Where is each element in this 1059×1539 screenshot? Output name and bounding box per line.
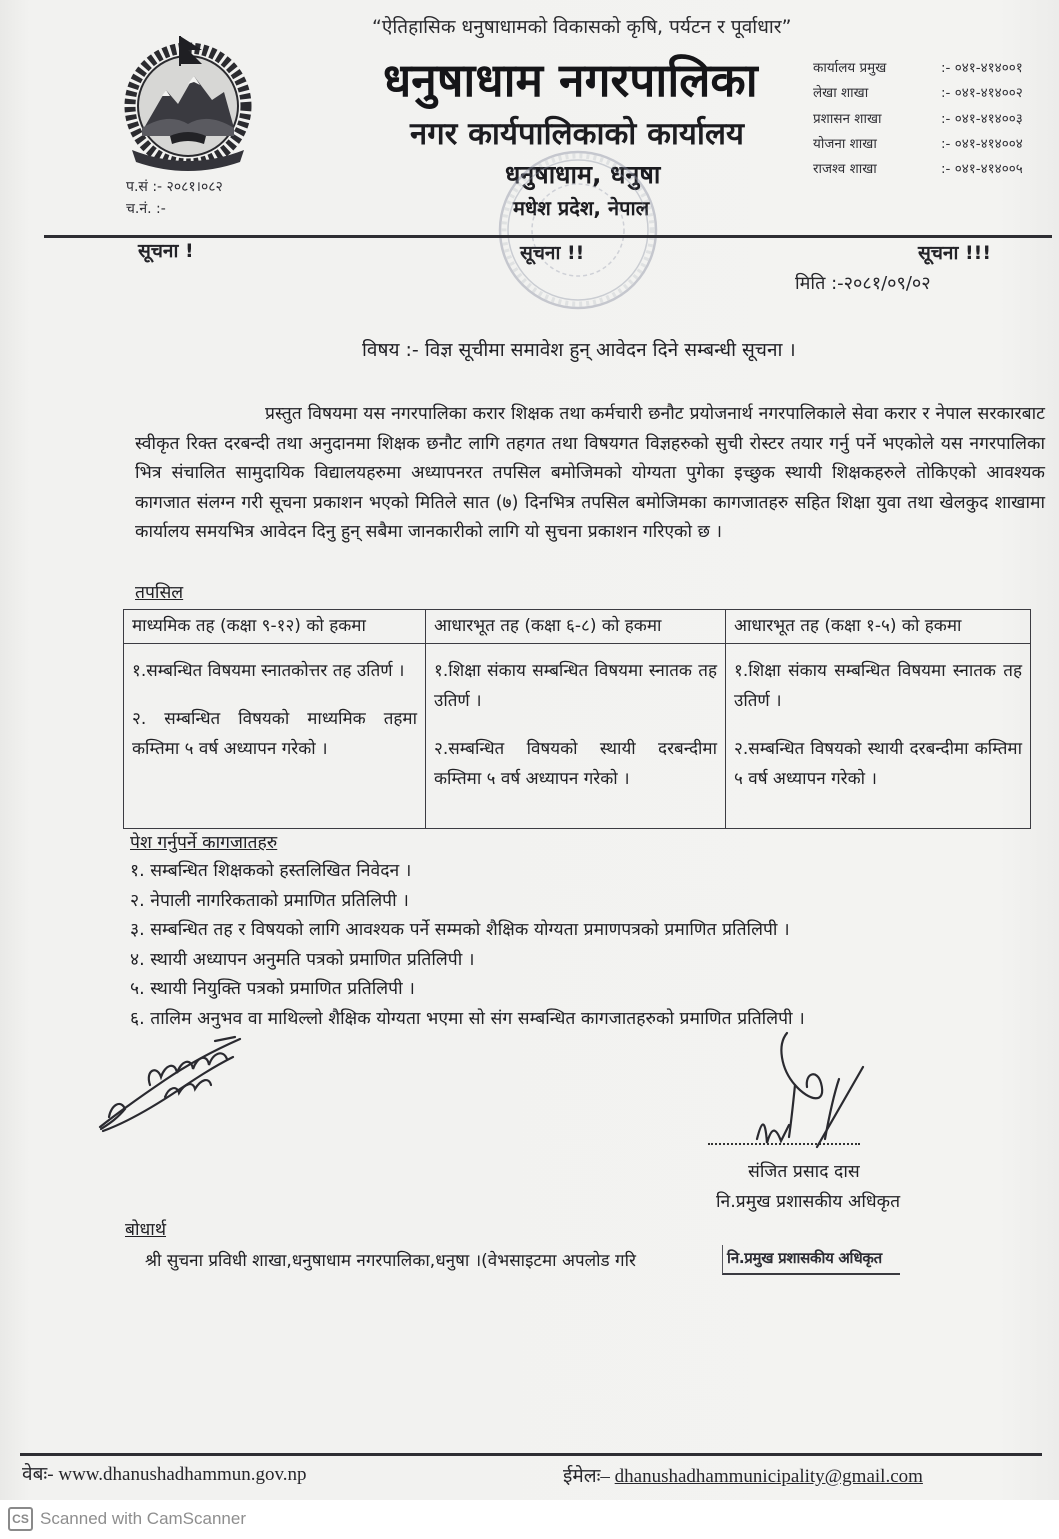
dispatch-number: च.नं. :- [126, 201, 166, 217]
list-item: ५. स्थायी नियुक्ति पत्रको प्रमाणित प्रतिलिपी । [130, 979, 415, 999]
contact-phone: :- ०४१-४१४००५ [941, 161, 1023, 178]
contact-label: राजश्व शाखा [813, 161, 877, 178]
list-item: ३. सम्बन्धित तह र विषयको लागि आवश्यक पर्ने सम्मको शैक्षिक योग्यता प्रमाणपत्रको प्रमाणित प्रतिलिपी । [130, 920, 790, 940]
notice-subject: विषय :- विज्ञ सूचीमा समावेश हुन् आवेदन दिने सम्बन्धी सूचना । [362, 339, 796, 361]
contact-list [813, 56, 1059, 182]
contact-phone: :- ०४१-४१४००४ [941, 135, 1023, 152]
contact-row [813, 56, 1059, 81]
designation-stamp: नि.प्रमुख प्रशासकीय अधिकृत [722, 1245, 900, 1275]
contact-label: कार्यालय प्रमुख [813, 60, 887, 76]
notice-date: मिति :-२०८१/०९/०२ [795, 273, 931, 294]
contact-label: प्रशासन शाखा [813, 110, 882, 127]
contact-row [813, 157, 1059, 182]
footer-email [563, 1463, 1033, 1491]
email-label: ईमेलः– [563, 1466, 610, 1487]
cc-recipient: श्री सुचना प्रविधी शाखा,धनुषाधाम नगरपालिका,धनुषा ।(वेभसाइटमा अपलोड गरि [145, 1251, 636, 1271]
notice-label-center: सूचना !! [520, 242, 585, 264]
table-cell [726, 644, 1031, 829]
org-title: धनुषाधाम नगरपालिका [383, 53, 758, 107]
email-link[interactable]: dhanushadhammunicipality@gmail.com [614, 1466, 923, 1487]
signatory-designation: नि.प्रमुख प्रशासकीय अधिकृत [716, 1192, 901, 1212]
table-header-basic-6-8: आधारभूत तह (कक्षा ६-८) को हकमा [426, 610, 726, 644]
list-item: ४. स्थायी अध्यापन अनुमति पत्रको प्रमाणित प्रतिलिपी । [130, 949, 475, 970]
table-header-secondary: माध्यमिक तह (कक्षा ९-१२) को हकमा [124, 610, 426, 644]
handwritten-signature-left [95, 1035, 245, 1135]
requirement-item: १.शिक्षा संकाय सम्बन्धित विषयमा स्नातक तह उतिर्ण । [734, 661, 1022, 711]
website-link[interactable]: www.dhanushadhammun.gov.np [58, 1464, 307, 1485]
documents-list [130, 857, 930, 1034]
notice-label-left: सूचना ! [138, 240, 194, 262]
table-header-basic-1-5: आधारभूत तह (कक्षा १-५) को हकमा [726, 610, 1031, 644]
footer-website [22, 1461, 452, 1489]
cc-heading: बोधार्थ [125, 1220, 167, 1240]
table-cell [426, 644, 726, 829]
documents-heading: पेश गर्नुपर्ने कागजातहरु [130, 833, 278, 853]
signatory-name: संजित प्रसाद दास [748, 1162, 860, 1182]
list-item: २. नेपाली नागरिकताको प्रमाणित प्रतिलिपी । [130, 890, 409, 911]
contact-phone: :- ०४१-४१४००२ [941, 85, 1023, 102]
contact-phone: :- ०४१-४१४००१ [941, 60, 1023, 76]
requirement-item: १.शिक्षा संकाय सम्बन्धित विषयमा स्नातक तह उतिर्ण । [434, 661, 717, 711]
scanner-watermark-text: Scanned with CamScanner [40, 1509, 247, 1528]
table-header-row [124, 610, 1031, 644]
schedule-heading: तपसिल [135, 583, 184, 603]
contact-row [813, 132, 1059, 157]
footer-divider [20, 1453, 1042, 1456]
office-location: धनुषाधाम, धनुषा [505, 160, 661, 189]
website-label: वेबः- [22, 1464, 54, 1485]
table-row [124, 644, 1031, 829]
contact-row [813, 107, 1059, 132]
office-subtitle: नगर कार्यपालिकाको कार्यालय [410, 116, 744, 152]
handwritten-signature-right [735, 1025, 875, 1155]
contact-label: लेखा शाखा [813, 85, 869, 102]
list-item: १. सम्बन्धित शिक्षकको हस्तलिखित निवेदन । [130, 861, 412, 881]
contact-phone: :- ०४१-४१४००३ [941, 110, 1023, 127]
requirement-item: २. सम्बन्धित विषयको माध्यमिक तहमा कम्तिमा ५ वर्ष अध्यापन गरेको । [132, 709, 417, 759]
slogan: “ऐतिहासिक धनुषाधामको विकासको कृषि, पर्यटन र पूर्वाधार” [372, 16, 792, 38]
requirement-item: १.सम्बन्धित विषयमा स्नातकोत्तर तह उतिर्ण । [132, 661, 405, 681]
signature-dotted-line [708, 1141, 860, 1145]
requirement-item: २.सम्बन्धित विषयको स्थायी दरबन्दीमा कम्तिमा ५ वर्ष अध्यापन गरेको । [734, 739, 1022, 789]
round-seal-icon [492, 145, 664, 315]
office-province: मधेश प्रदेश, नेपाल [513, 196, 650, 220]
list-item: ६. तालिम अनुभव वा माथिल्लो शैक्षिक योग्यता भएमा सो संग सम्बन्धित कागजातहरुको प्रमाणित प्रतिलिपी । [130, 1008, 805, 1029]
reference-number: प.सं :- २०८१।०८२ [126, 179, 223, 195]
contact-label: योजना शाखा [813, 135, 877, 152]
notice-label-right: सूचना !!! [918, 242, 991, 264]
camscanner-logo-icon: CS [8, 1507, 33, 1531]
nepal-emblem-icon [108, 32, 268, 172]
requirement-item: २.सम्बन्धित विषयको स्थायी दरबन्दीमा कम्तिमा ५ वर्ष अध्यापन गरेको । [434, 739, 717, 789]
qualification-table [123, 609, 1031, 829]
table-cell [124, 644, 426, 829]
scanner-watermark-strip [0, 1500, 1059, 1539]
notice-body: प्रस्तुत विषयमा यस नगरपालिका करार शिक्षक तथा कर्मचारी छनौट प्रयोजनार्थ नगरपालिकाले सेवा करार र नेपाल सरकारबाट स्वीकृत रिक्त दरबन्दी तथा अनुदानमा शिक्षक छनौट लागि तहगत तथा विषयगत विज्ञहरुको सुची रोस्टर तयार गर्नु पर्ने भएकोले यस नगरपालिका भित्र संचालित सामुदायिक विद्यालयहरुमा अध्यापनरत तपसिल बमोजिमको योग्यता पुगेका इच्छुक स्थायी शिक्षकहरुले तोकिएको आवश्यक कागजात संलग्न गरी सूचना प्रकाशन भएको मितिले सात (७) दिनभित्र तपसिल बमोजिमका कागजातहरु सहित शिक्षा युवा तथा खेलकुद शाखामा कार्यालय समयभित्र आवेदन दिनु हुन् सबैमा जानकारीको लागि यो सुचना प्रकाशन गरिएको छ । [135, 404, 1045, 543]
contact-row [813, 81, 1059, 106]
